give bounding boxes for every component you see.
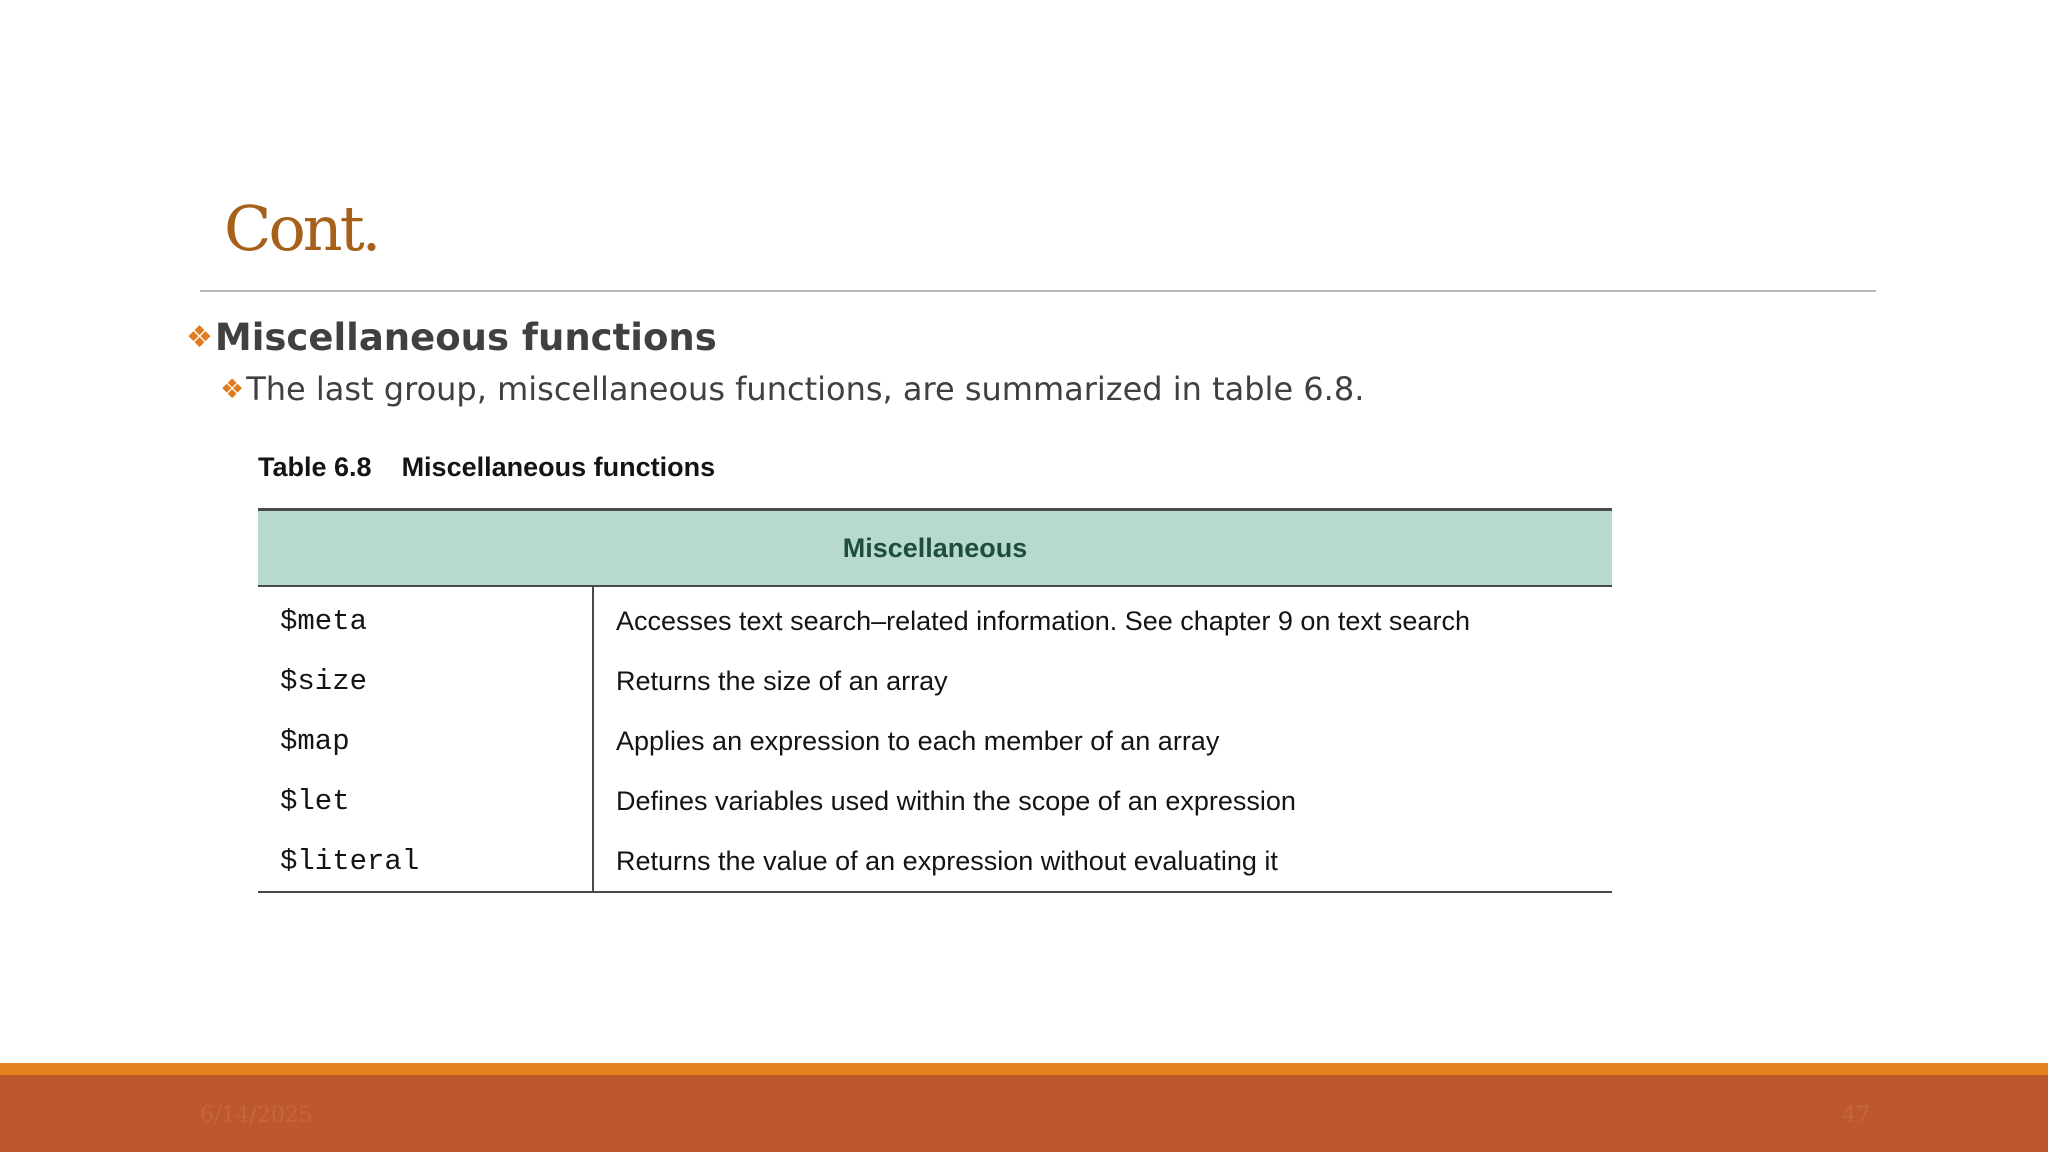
table-caption-title: Miscellaneous functions: [401, 452, 716, 482]
table-caption-number: Table 6.8: [258, 452, 372, 482]
slide-title: Cont.: [224, 192, 379, 265]
diamond-cluster-icon: ❖: [220, 373, 245, 405]
table-header: Miscellaneous: [258, 510, 1612, 587]
table-header-row: [258, 510, 1612, 587]
bullet-level-1-text: Miscellaneous functions: [214, 316, 717, 359]
table-row: [258, 831, 1612, 892]
footer-date: 6/14/2025: [200, 1103, 313, 1128]
diamond-cluster-icon: ❖: [186, 320, 213, 355]
footer-accent-stripe: [0, 1063, 2048, 1075]
bullet-level-1: [186, 316, 717, 359]
function-description: Defines variables used within the scope of an expression: [616, 785, 1296, 816]
function-name: $map: [258, 711, 593, 771]
function-name: $literal: [258, 831, 593, 892]
title-divider: [200, 290, 1876, 292]
function-description: Returns the size of an array: [616, 665, 948, 696]
function-description: Applies an expression to each member of an array: [616, 725, 1220, 756]
function-name: $size: [258, 651, 593, 711]
table-caption: [258, 452, 715, 483]
function-name: $let: [258, 771, 593, 831]
function-description: Returns the value of an expression without evaluating it: [593, 831, 1612, 892]
table-row: [258, 771, 1612, 831]
miscellaneous-functions-table: [258, 508, 1612, 893]
bullet-level-2-text: The last group, miscellaneous functions, are summarized in table 6.8.: [246, 370, 1365, 408]
function-description: Accesses text search–related information. See chapter 9 on text search: [616, 605, 1470, 636]
table-row: [258, 651, 1612, 711]
bullet-level-2: [220, 370, 1364, 408]
function-name: $meta: [258, 586, 593, 651]
table-row: [258, 586, 1612, 651]
footer-page-number: 47: [1842, 1103, 1870, 1128]
table-row: [258, 711, 1612, 771]
